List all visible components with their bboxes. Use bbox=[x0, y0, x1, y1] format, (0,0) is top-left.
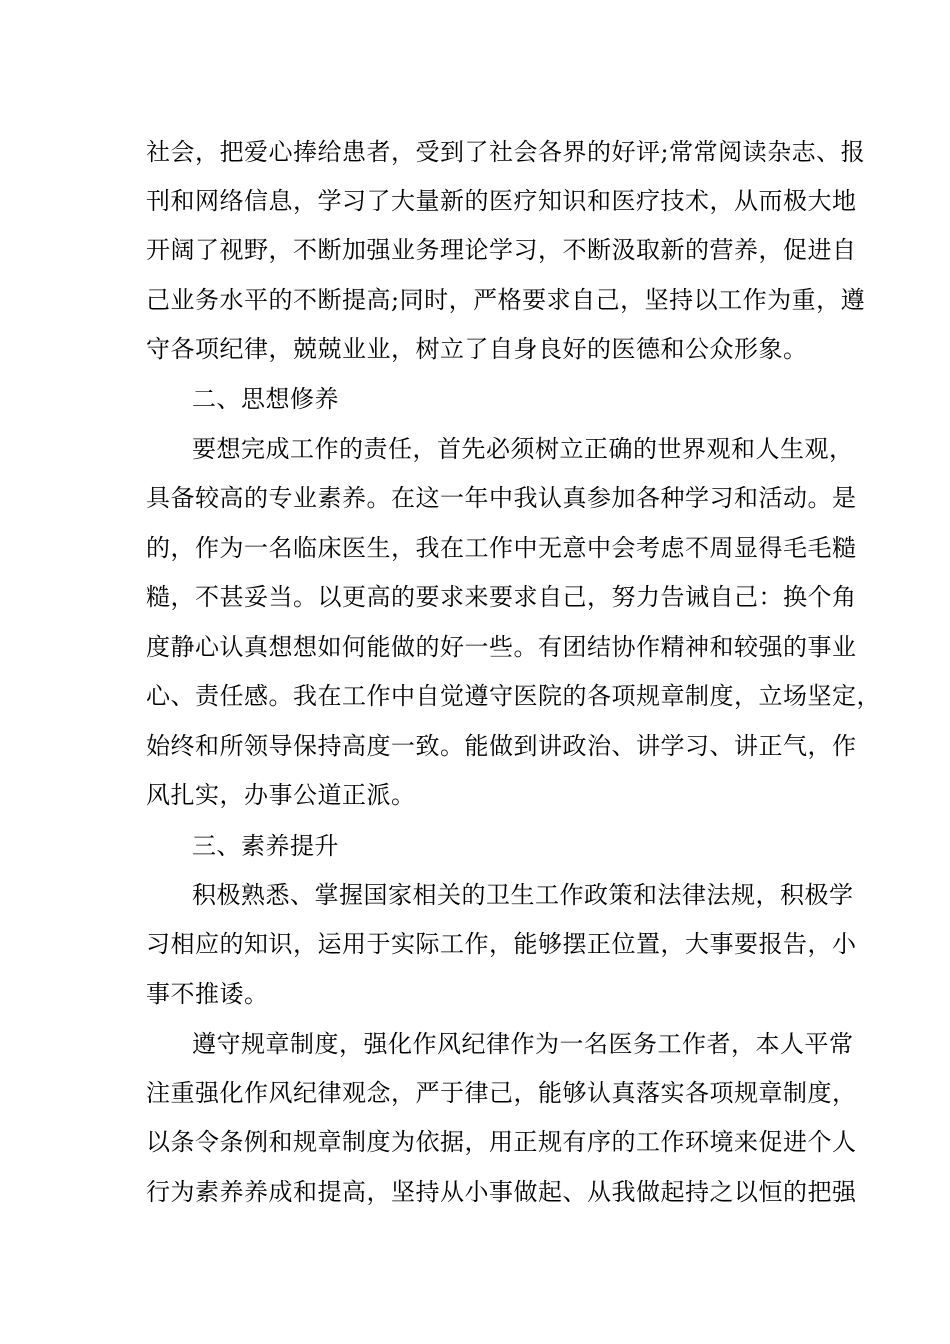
text-line: 风扎实，办事公道正派。 bbox=[146, 781, 416, 809]
section-heading: 二、思想修养 bbox=[192, 385, 339, 413]
text-line: 遵守规章制度，强化作风纪律作为一名医务工作者，本人平常 bbox=[192, 1030, 854, 1058]
text-line: 守各项纪律，兢兢业业，树立了自身良好的医德和公众形象。 bbox=[146, 335, 808, 363]
text-line: 以条令条例和规章制度为依据，用正规有序的工作环境来促进个人 bbox=[146, 1128, 857, 1156]
text-line: 社会，把爱心捧给患者，受到了社会各界的好评;常常阅读杂志、报 bbox=[146, 138, 866, 166]
text-line: 度静心认真想想如何能做的好一些。有团结协作精神和较强的事业 bbox=[146, 633, 857, 661]
text-line: 糙，不甚妥当。以更高的要求来要求自己，努力告诫自己：换个角 bbox=[146, 583, 857, 611]
text-line: 要想完成工作的责任，首先必须树立正确的世界观和人生观， bbox=[192, 435, 854, 463]
text-line: 注重强化作风纪律观念，严于律己，能够认真落实各项规章制度， bbox=[146, 1079, 857, 1107]
text-line: 事不推诿。 bbox=[146, 980, 269, 1008]
text-line: 行为素养养成和提高，坚持从小事做起、从我做起持之以恒的把强 bbox=[146, 1178, 857, 1206]
text-line: 始终和所领导保持高度一致。能做到讲政治、讲学习、讲正气，作 bbox=[146, 732, 857, 760]
text-line: 具备较高的专业素养。在这一年中我认真参加各种学习和活动。是 bbox=[146, 484, 857, 512]
section-heading: 三、素养提升 bbox=[192, 832, 339, 860]
text-line: 的，作为一名临床医生，我在工作中无意中会考虑不周显得毛毛糙 bbox=[146, 534, 857, 562]
text-line: 积极熟悉、掌握国家相关的卫生工作政策和法律法规，积极学 bbox=[192, 881, 854, 909]
text-line: 己业务水平的不断提高;同时，严格要求自己，坚持以工作为重，遵 bbox=[146, 286, 866, 314]
text-line: 心、责任感。我在工作中自觉遵守医院的各项规章制度，立场坚定， bbox=[146, 682, 881, 710]
text-line: 开阔了视野，不断加强业务理论学习，不断汲取新的营养，促进自 bbox=[146, 236, 857, 264]
text-line: 刊和网络信息，学习了大量新的医疗知识和医疗技术，从而极大地 bbox=[146, 187, 857, 215]
text-line: 习相应的知识，运用于实际工作，能够摆正位置，大事要报告，小 bbox=[146, 930, 857, 958]
